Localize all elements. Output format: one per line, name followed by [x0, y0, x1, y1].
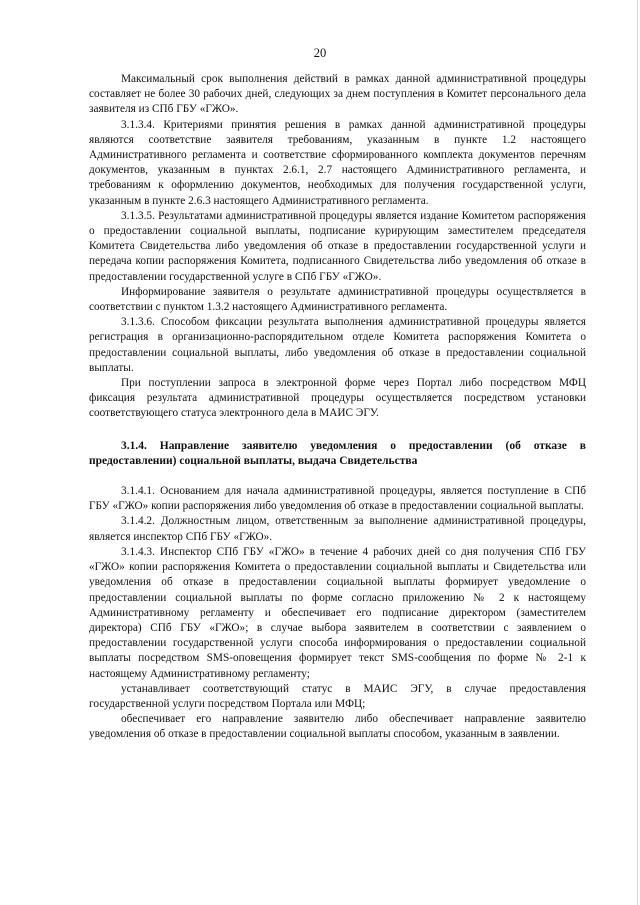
paragraph-status-maisegu: устанавливает соответствующий статус в МАИС ЭГУ, в случае предоставления государственной услуги посредством Портала или МФЦ; [89, 682, 586, 710]
page-number: 20 [313, 46, 327, 60]
paragraph-informing: Информирование заявителя о результате административной процедуры осуществляется в соответствии с пунктом 1.3.2 настоящего Административного регламента. [89, 285, 586, 314]
paragraph-3-1-3-4: 3.1.3.4. Критериями принятия решения в рамках данной административной процедуры являются соответствие заявителя требованиям, указанным в пункте 1.2 настоящего Административного регламента и соответствие сформированного комплекта документов перечням документов, указанным в пунктах 2.6.1, 2.7 настоящего Административного регламента, и требованиям к оформлению документов, необходимых для получения государственной услуги, указанным в пункте 2.6.3 настоящего Административного регламента. [89, 118, 586, 207]
paragraph-3-1-4-1: 3.1.4.1. Основанием для начала административной процедуры, является поступление в СПб ГБУ «ГЖО» копии распоряжения либо уведомления об отказе в предоставлении социальной выплаты. [89, 485, 586, 513]
document-body [89, 72, 586, 743]
paragraph-3-1-3-6: 3.1.3.6. Способом фиксации результата выполнения административной процедуры является регистрация в организационно-распорядительном отделе Комитета распоряжения Комитета о предоставлении социальной выплаты, либо уведомления об отказе в предоставлении социальной выплаты. [89, 316, 586, 374]
paragraph-max-duration: Максимальный срок выполнения действий в рамках данной административной процедуры составляет не более 30 рабочих дней, следующих за днем поступления в Комитет персонального дела заявителя из СПб ГБУ «ГЖО». [89, 73, 586, 116]
section-heading-3-1-4: 3.1.4. Направление заявителю уведомления о предоставлении (об отказе в предоставлении) социальной выплаты, выдача Свидетельства [89, 439, 586, 467]
paragraph-3-1-4-2: 3.1.4.2. Должностным лицом, ответственным за выполнение административной процедуры, является инспектор СПб ГБУ «ГЖО». [89, 515, 586, 543]
paragraph-3-1-3-5: 3.1.3.5. Результатами административной процедуры является издание Комитетом распоряжения о предоставлении социальной выплаты, подписание курирующим заместителем председателя Комитета Свидетельства либо уведомления об отказе в предоставлении государственной услуги и передача копии распоряжения Комитета, подписанного Свидетельства либо уведомления об отказе в предоставлении государственной услуге в СПб ГБУ «ГЖО». [89, 209, 586, 283]
paragraph-electronic-request: При поступлении запроса в электронной форме через Портал либо посредством МФЦ фиксация результата административной процедуры осуществляется посредством установки соответствующего статуса электронного дела в МАИС ЭГУ. [89, 377, 586, 420]
page-edge-line [637, 0, 638, 905]
paragraph-send-notification: обеспечивает его направление заявителю либо обеспечивает направление заявителю уведомления об отказе в предоставлении социальной выплаты способом, указанным в заявлении. [89, 713, 586, 741]
paragraph-3-1-4-3: 3.1.4.3. Инспектор СПб ГБУ «ГЖО» в течение 4 рабочих дней со дня получения СПб ГБУ «ГЖО» копии распоряжения Комитета о предоставлении социальной выплаты и Свидетельства или уведомления об отказе в предоставлении социальной выплаты формирует уведомление о предоставлении социальной выплаты по форме согласно приложению № 2 к настоящему Административному регламенту и обеспечивает его подписание директором (заместителем директора) СПб ГБУ «ГЖО»; в случае выбора заявителем в соответствии с заявлением о предоставлении государственной услуги способа информирования о предоставлении социальной выплаты посредством SMS-оповещения формирует текст SMS-сообщения по форме № 2-1 к настоящему Административному регламенту; [89, 545, 586, 680]
